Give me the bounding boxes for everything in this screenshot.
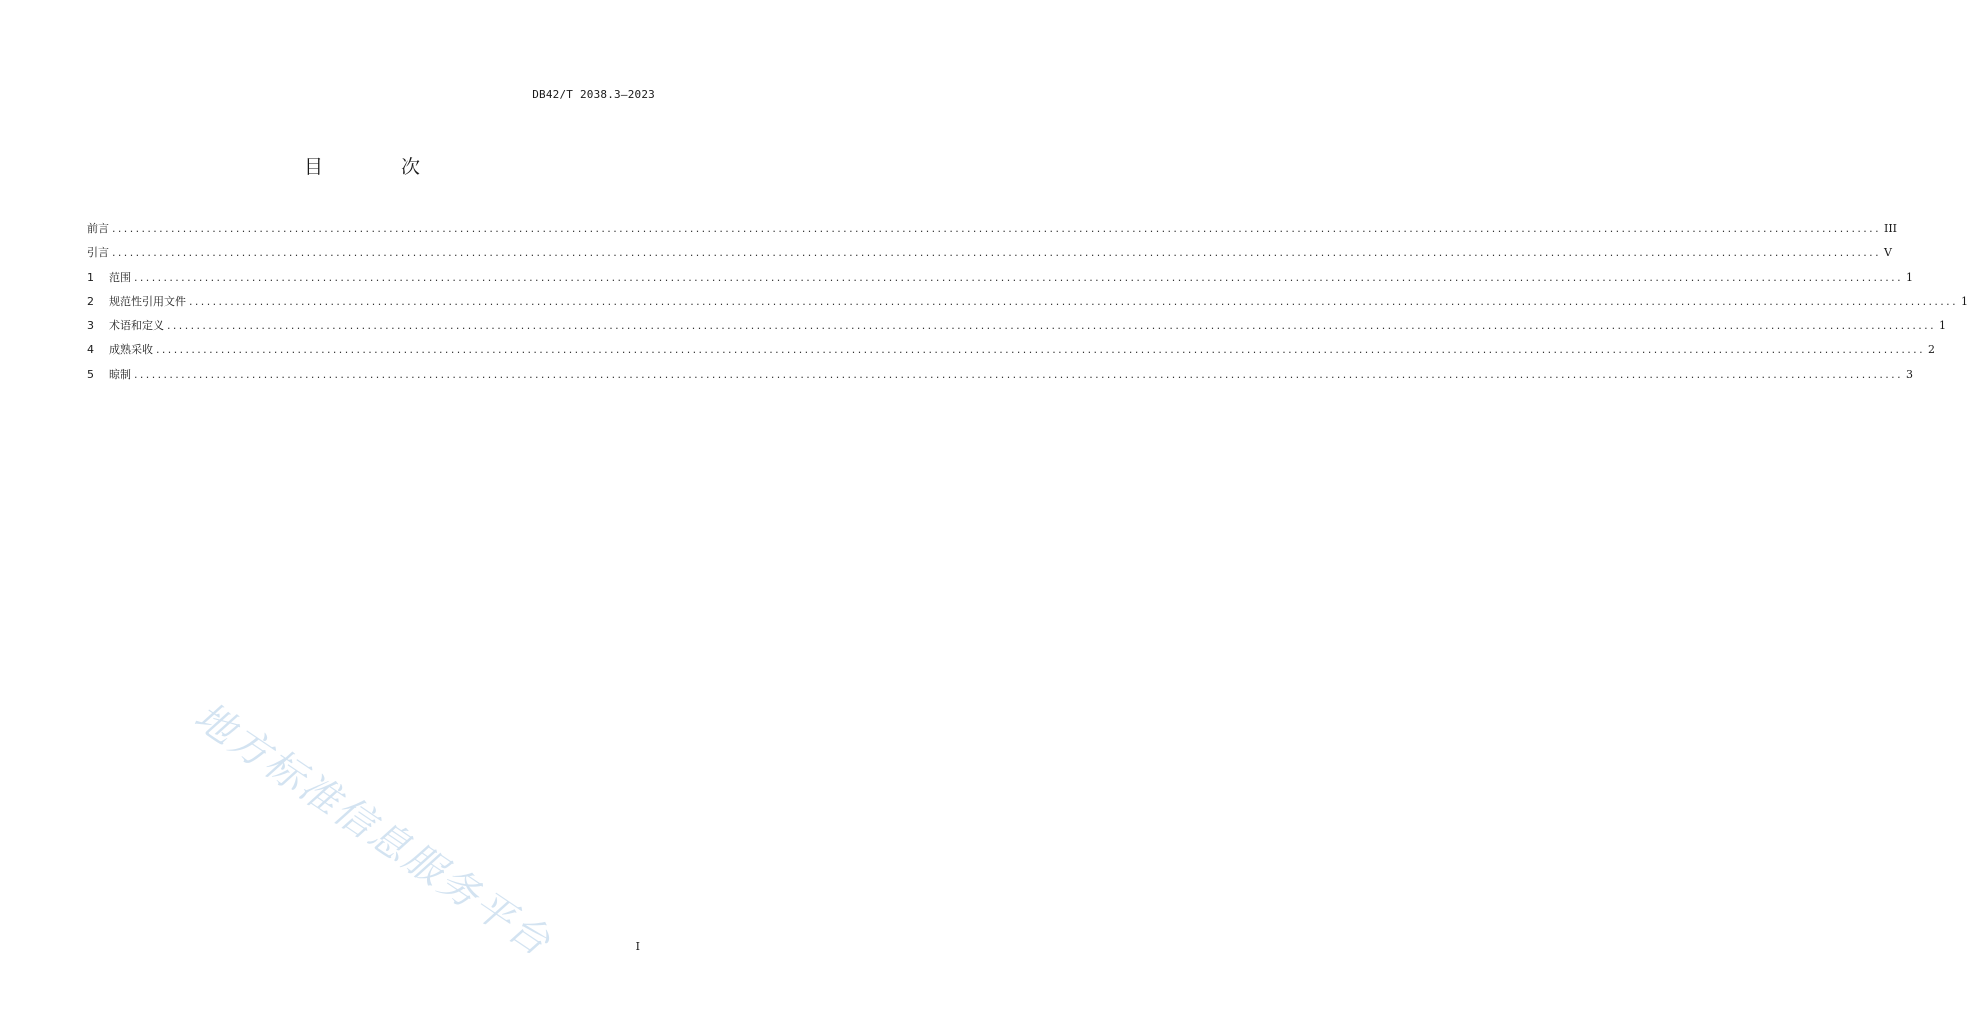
toc-dot-leader: ............................................................................................................................................................................................................................................................................................................	[134, 367, 1903, 381]
toc-entry-page: 3	[1905, 367, 1913, 381]
toc-dot-leader: ............................................................................................................................................................................................................................................................................................................	[189, 294, 1958, 308]
toc-entry[interactable]	[87, 269, 1913, 293]
toc-entry-number: 4	[87, 343, 94, 357]
table-of-contents	[87, 220, 1968, 390]
toc-entry-page: III	[1883, 222, 1898, 235]
toc-entry[interactable]	[87, 244, 1892, 268]
toc-entry-label: 成熟采收	[109, 343, 153, 357]
standard-code: DB42/T 2038.3—2023	[532, 88, 655, 101]
toc-entry-page: 1	[1905, 270, 1913, 284]
toc-entry-number: 1	[87, 270, 94, 284]
toc-entry[interactable]	[87, 220, 1898, 244]
toc-entry-page: 1	[1960, 294, 1968, 308]
page-number: I	[635, 940, 640, 953]
toc-entry[interactable]	[87, 317, 1946, 341]
toc-entry-page: 2	[1927, 343, 1935, 357]
toc-entry-label: 晾制	[109, 367, 131, 381]
toc-dot-leader: ............................................................................................................................................................................................................................................................................................................	[167, 319, 1936, 333]
toc-dot-leader: ............................................................................................................................................................................................................................................................................................................	[112, 222, 1881, 235]
toc-entry-label: 术语和定义	[109, 319, 164, 333]
toc-entry-number: 3	[87, 319, 94, 333]
watermark: 地方标准信息服务平台	[186, 694, 560, 967]
toc-entry-label: 范围	[109, 270, 131, 284]
toc-title: 目 次	[303, 156, 457, 178]
toc-dot-leader: ............................................................................................................................................................................................................................................................................................................	[112, 246, 1881, 260]
toc-entry-label: 引言	[87, 246, 109, 260]
toc-entry[interactable]	[87, 366, 1913, 390]
toc-dot-leader: ............................................................................................................................................................................................................................................................................................................	[156, 343, 1925, 357]
toc-entry[interactable]	[87, 293, 1968, 317]
toc-entry-page: V	[1883, 246, 1892, 260]
toc-entry-number: 5	[87, 367, 94, 381]
toc-entry-label: 前言	[87, 222, 109, 235]
toc-dot-leader: ............................................................................................................................................................................................................................................................................................................	[134, 270, 1903, 284]
toc-entry[interactable]	[87, 341, 1935, 365]
toc-entry-number: 2	[87, 294, 94, 308]
toc-entry-label: 规范性引用文件	[109, 294, 186, 308]
toc-entry-page: 1	[1938, 319, 1946, 333]
